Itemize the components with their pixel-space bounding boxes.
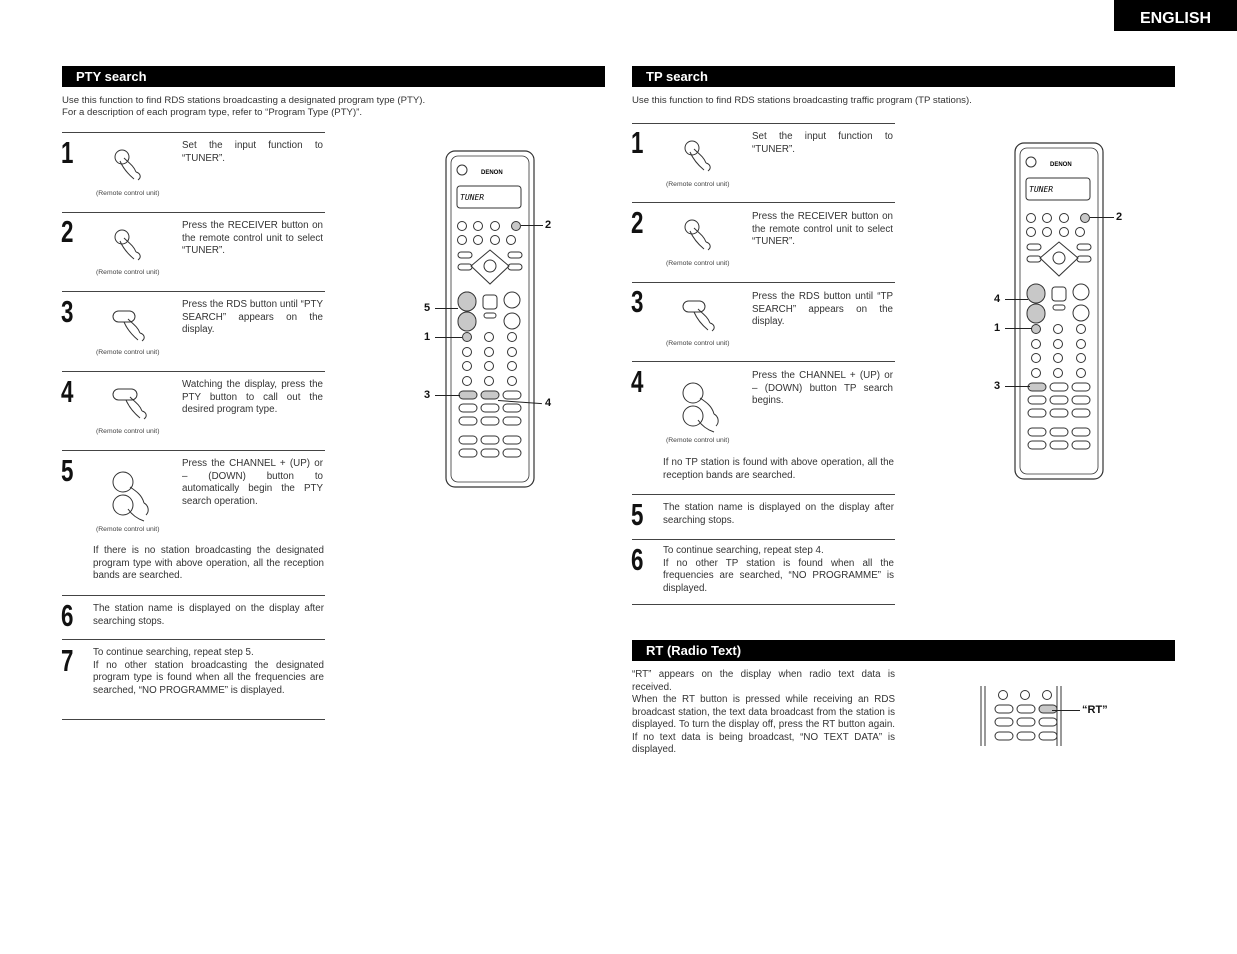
divider — [632, 494, 895, 495]
step-number: 6 — [631, 542, 644, 577]
step-5-text: The station name is displayed on the display after searching stops. — [663, 502, 894, 526]
callout-line — [1052, 710, 1080, 711]
remote-caption: (Remote control unit) — [96, 349, 160, 356]
brand-logo: DENON — [481, 170, 503, 176]
step-number: 6 — [61, 598, 74, 633]
display-text: TUNER — [460, 193, 485, 202]
step-6-text — [663, 545, 894, 595]
step-6-text: The station name is displayed on the display after searching stops. — [93, 603, 324, 627]
step-number: 7 — [61, 643, 74, 678]
remote-control-partial-illustration — [980, 686, 1062, 746]
tp-intro: Use this function to find RDS stations broadcasting traffic program (TP stations). — [632, 95, 972, 106]
remote-caption: (Remote control unit) — [666, 340, 730, 347]
pty-search-header: PTY search — [62, 66, 605, 87]
finger-press-oval-icon — [108, 385, 156, 421]
pty-intro-line-1: Use this function to find RDS stations broadcasting a designated program type (PTY). — [62, 95, 426, 106]
divider — [62, 132, 325, 133]
pty-intro-line-2: For a description of each program type, refer to “Program Type (PTY)”. — [62, 107, 363, 118]
divider — [62, 595, 325, 596]
callout-5: 5 — [424, 302, 431, 314]
divider — [62, 212, 325, 213]
divider — [632, 539, 895, 540]
callout-line — [1005, 328, 1032, 329]
step-3-text: Press the RDS button until “TP SEARCH” appears on the display. — [752, 291, 893, 327]
divider — [632, 202, 895, 203]
callout-line — [521, 225, 543, 226]
callout-line — [435, 395, 460, 396]
callout-line — [1005, 386, 1030, 387]
step-4-text: Press the CHANNEL + (UP) or – (DOWN) button TP search begins. — [752, 370, 893, 406]
channel-up-down-icon — [680, 378, 728, 434]
step-2-text: Press the RECEIVER button on the remote control unit to select “TUNER”. — [752, 211, 893, 247]
divider — [62, 291, 325, 292]
remote-caption: (Remote control unit) — [96, 190, 160, 197]
brand-logo: DENON — [1050, 162, 1072, 168]
callout-2: 2 — [545, 219, 552, 231]
language-tab: ENGLISH — [1114, 0, 1237, 31]
remote-caption: (Remote control unit) — [96, 269, 160, 276]
step-4-text: Watching the display, press the PTY button to call out the desired program type. — [182, 379, 323, 415]
divider — [62, 719, 325, 720]
callout-line — [435, 308, 458, 309]
step-number: 2 — [61, 214, 74, 249]
step-number: 4 — [61, 374, 74, 409]
divider — [632, 361, 895, 362]
step-5-note: If there is no station broadcasting the designated program type with above operation, all the reception bands are searched. — [93, 545, 324, 581]
pty-intro — [62, 95, 602, 119]
step-5-text: Press the CHANNEL + (UP) or – (DOWN) button to automatically begin the PTY search operation. — [182, 458, 323, 507]
step-number: 1 — [61, 135, 74, 170]
divider — [62, 371, 325, 372]
finger-press-oval-icon — [108, 307, 156, 343]
step-number: 4 — [631, 364, 644, 399]
callout-rt: “RT” — [1082, 704, 1108, 716]
remote-control-illustration — [1014, 142, 1104, 480]
step-number: 1 — [631, 125, 644, 160]
rt-header: RT (Radio Text) — [632, 640, 1175, 661]
divider — [62, 639, 325, 640]
step-1-text: Set the input function to “TUNER”. — [182, 140, 323, 164]
remote-caption: (Remote control unit) — [666, 260, 730, 267]
remote-caption: (Remote control unit) — [96, 428, 160, 435]
rt-paragraph-2: When the RT button is pressed while receiving an RDS broadcast station, the text data broadcast from the station is displayed. To turn the display off, press the RT button again. If no text data is being broadcast, “NO TEXT DATA” is displayed. — [632, 694, 895, 755]
finger-press-icon — [108, 226, 152, 262]
finger-press-oval-icon — [678, 297, 726, 333]
remote-caption: (Remote control unit) — [666, 437, 730, 444]
divider — [632, 604, 895, 605]
step-number: 5 — [61, 453, 74, 488]
callout-2: 2 — [1116, 211, 1123, 223]
finger-press-icon — [108, 146, 152, 182]
step-3-text: Press the RDS button until “PTY SEARCH” appears on the display. — [182, 299, 323, 335]
step-number: 2 — [631, 205, 644, 240]
finger-press-icon — [678, 137, 722, 173]
callout-1: 1 — [994, 322, 1001, 334]
rt-paragraph-1: “RT” appears on the display when radio text data is received. — [632, 669, 895, 693]
callout-line — [1090, 217, 1114, 218]
callout-4: 4 — [994, 293, 1001, 305]
callout-line — [1005, 299, 1028, 300]
divider — [62, 450, 325, 451]
step-7-note: If no other station broadcasting the designated program type is found when all the frequencies are searched, “NO PROGRAMME” is displayed. — [93, 659, 324, 696]
callout-3: 3 — [424, 389, 431, 401]
remote-caption: (Remote control unit) — [666, 181, 730, 188]
step-7-line-1: To continue searching, repeat step 5. — [93, 647, 254, 658]
remote-caption: (Remote control unit) — [96, 526, 160, 533]
divider — [632, 282, 895, 283]
divider — [632, 123, 895, 124]
step-2-text: Press the RECEIVER button on the remote control unit to select “TUNER”. — [182, 220, 323, 256]
step-number: 3 — [61, 294, 74, 329]
step-4-note: If no TP station is found with above operation, all the reception bands are searched. — [663, 457, 894, 481]
step-number: 5 — [631, 497, 644, 532]
remote-control-illustration — [445, 150, 535, 488]
tp-search-header: TP search — [632, 66, 1175, 87]
display-text: TUNER — [1029, 185, 1054, 194]
rt-body — [632, 669, 895, 757]
step-1-text: Set the input function to “TUNER”. — [752, 131, 893, 155]
step-6-line-1: To continue searching, repeat step 4. — [663, 545, 824, 556]
callout-1: 1 — [424, 331, 431, 343]
step-number: 3 — [631, 284, 644, 319]
callout-3: 3 — [994, 380, 1001, 392]
finger-press-icon — [678, 216, 722, 252]
step-7-text — [93, 647, 324, 697]
callout-line — [435, 337, 462, 338]
channel-up-down-icon — [110, 467, 158, 523]
step-6-note: If no other TP station is found when all the frequencies are searched, “NO PROGRAMME” is displayed. — [663, 557, 894, 594]
callout-4: 4 — [545, 397, 552, 409]
